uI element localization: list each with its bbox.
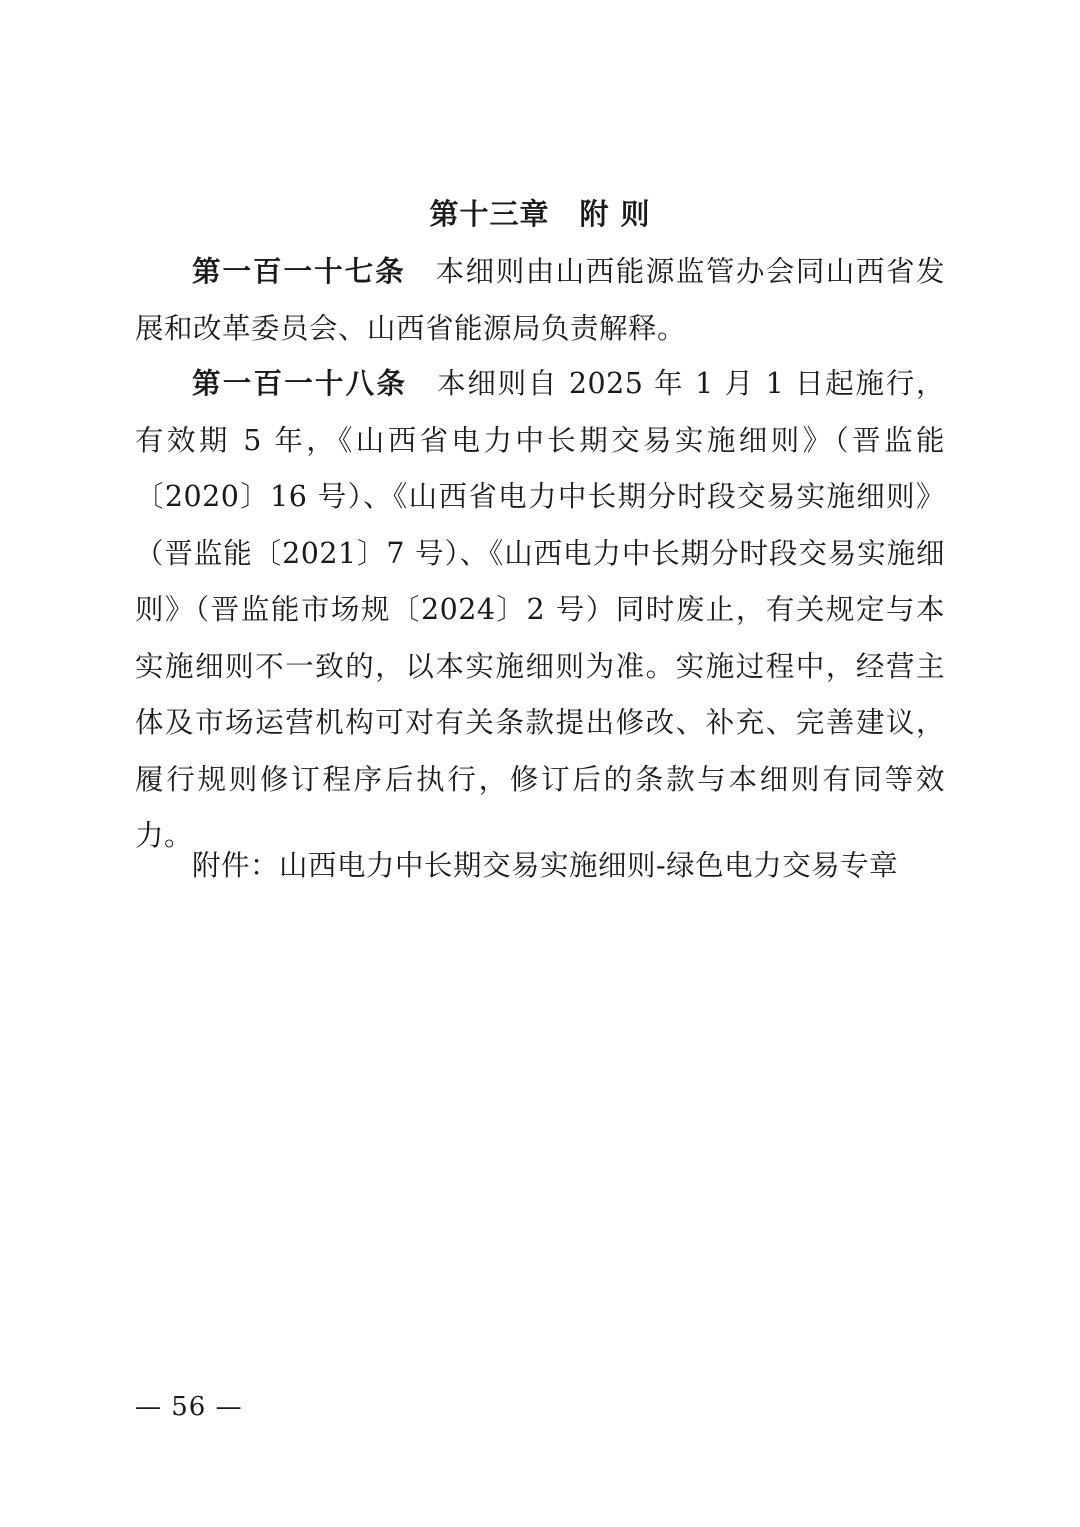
article-118-text: 本细则自 2025 年 1 月 1 日起施行，有效期 5 年，《山西省电力中长期交易实施细则》（晋监能〔2020〕16 号）、《山西省电力中长期分时段交易实施细则》（晋监能〔2021〕7 号）、《山西电力中长期分时段交易实施细则》（晋监能市场规〔2024〕2 号）同时废止，有关规定与本实施细则不一致的，以本实施细则为准。实施过程中，经营主体及市场运营机构可对有关条款提出修改、补充、完善建议，履行规则修订程序后执行，修订后的条款与本细则有同等效力。 <box>135 367 945 852</box>
chapter-title <box>0 192 1080 236</box>
page-number: — 56 — <box>135 1392 243 1422</box>
article-117-label: 第一百一十七条 <box>192 255 406 288</box>
article-118 <box>135 356 945 865</box>
chapter-title-sub: 附 则 <box>579 197 651 231</box>
article-118-label: 第一百一十八条 <box>192 367 408 400</box>
article-117-text: 本细则由山西能源监管办会同山西省发展和改革委员会、山西省能源局负责解释。 <box>135 255 945 345</box>
chapter-title-main: 第十三章 <box>429 197 550 231</box>
article-117 <box>135 244 945 357</box>
attachment-note: 附件：山西电力中长期交易实施细则-绿色电力交易专章 <box>192 849 899 882</box>
